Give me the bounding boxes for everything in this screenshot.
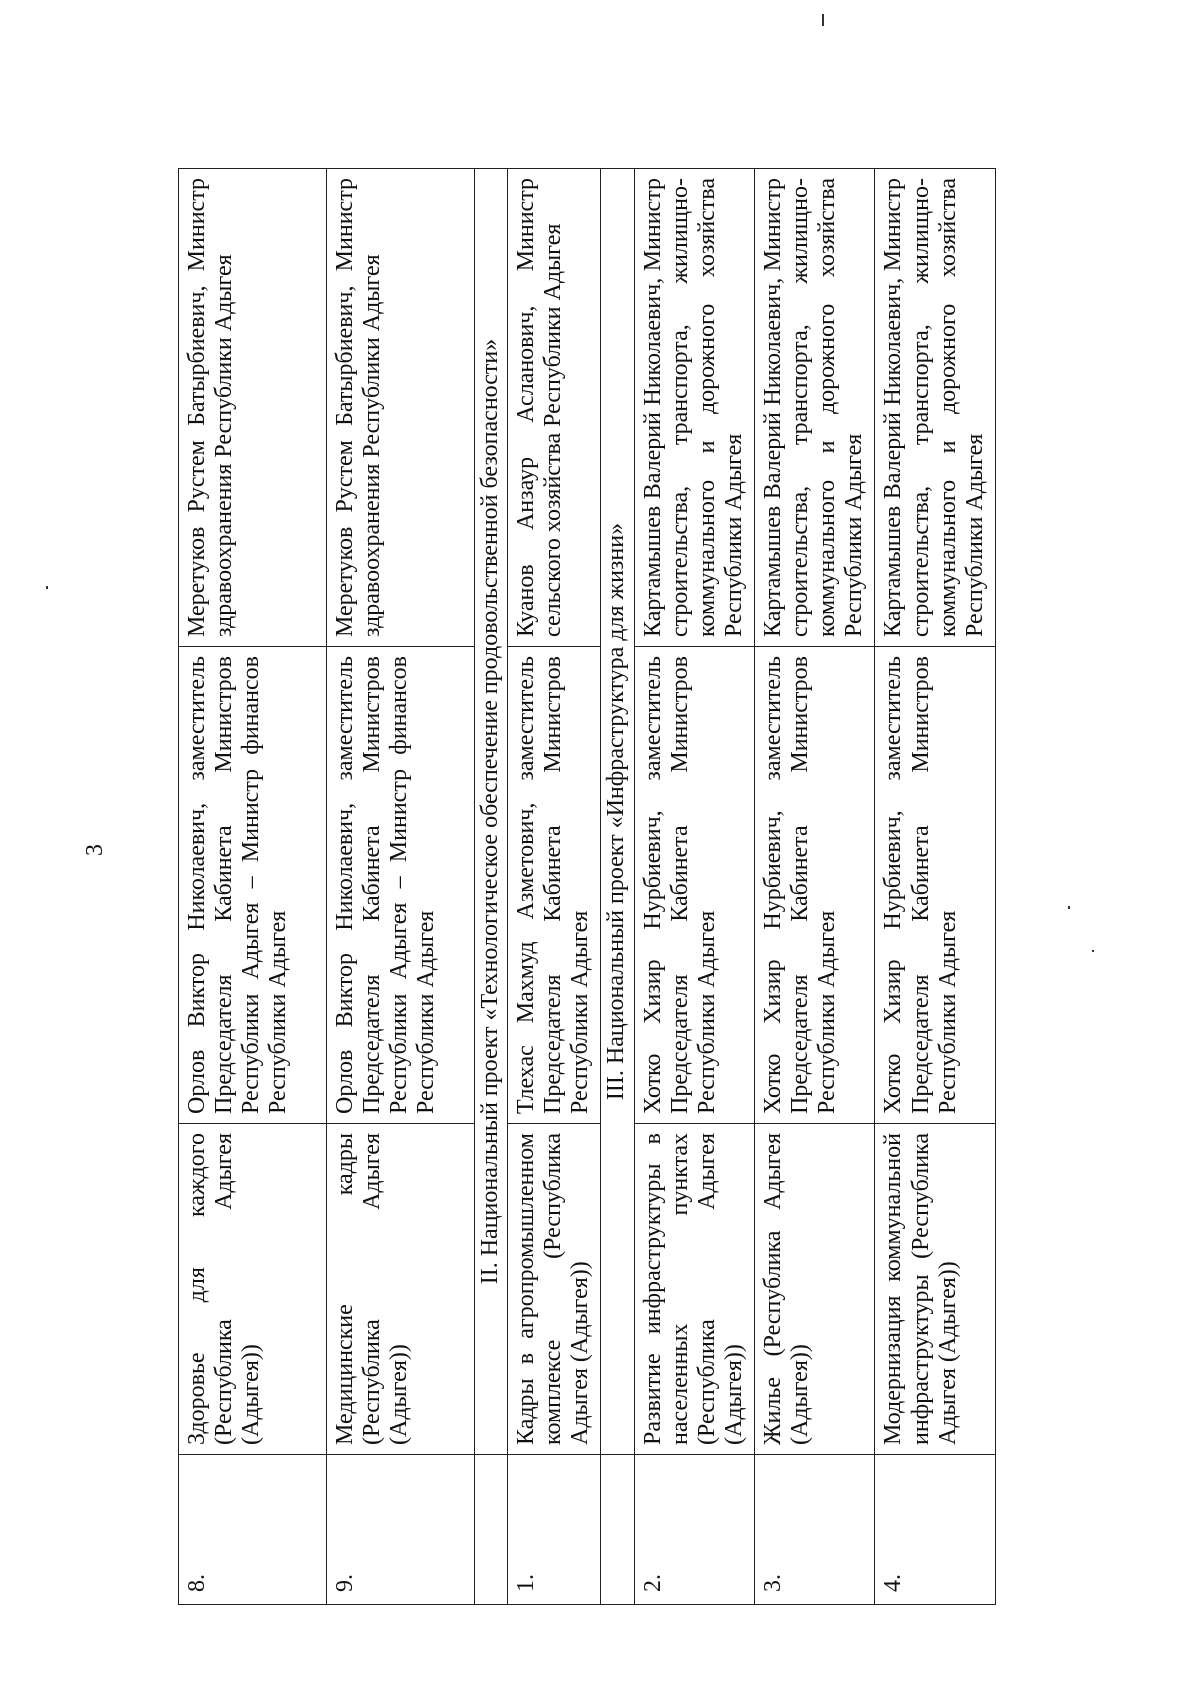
scan-artifact-dot xyxy=(46,586,48,589)
project-curator: Орлов Виктор Николаевич, заместитель Председателя Кабинета Министров Республики Адыгея – Министр финансов Республики Адыгея xyxy=(327,647,475,1124)
table-row xyxy=(179,169,327,1605)
section-title: III. Национальный проект «Инфраструктура для жизни» xyxy=(601,169,634,1455)
projects-table xyxy=(178,168,996,1605)
row-number: 1. xyxy=(508,1455,601,1605)
section-number-cell xyxy=(601,1455,634,1605)
row-number: 2. xyxy=(634,1455,754,1605)
table-row xyxy=(875,169,995,1605)
project-curator: Хотко Хизир Нурбиевич, заместитель Председателя Кабинета Министров Республики Адыгея xyxy=(875,647,995,1124)
project-name: Развитие инфраструктуры в населенных пунктах (Республика Адыгея (Адыгея)) xyxy=(634,1124,754,1455)
table-row xyxy=(754,169,874,1605)
scan-artifact-mark xyxy=(822,14,824,26)
project-name: Кадры в агропромышленном комплексе (Республика Адыгея (Адыгея)) xyxy=(508,1124,601,1455)
rotated-table-frame xyxy=(178,169,1046,1605)
project-name: Жилье (Республика Адыгея (Адыгея)) xyxy=(754,1124,874,1455)
project-head: Картамышев Валерий Николаевич, Министр строительства, транспорта, жилищно-коммунального и дорожного хозяйства Республики Адыгея xyxy=(754,169,874,647)
project-head: Меретуков Рустем Батырбиевич, Министр здравоохранения Республики Адыгея xyxy=(179,169,327,647)
project-head: Картамышев Валерий Николаевич, Министр строительства, транспорта, жилищно-коммунального и дорожного хозяйства Республики Адыгея xyxy=(875,169,995,647)
project-curator: Тлехас Махмуд Азметович, заместитель Председателя Кабинета Министров Республики Адыгея xyxy=(508,647,601,1124)
rotated-table-content xyxy=(178,169,1046,1605)
section-title: II. Национальный проект «Технологическое обеспечение продовольственной безопасности» xyxy=(475,169,508,1455)
scan-artifact-dot xyxy=(1092,950,1094,952)
projects-table-body xyxy=(179,169,996,1605)
project-name: Здоровье для каждого (Республика Адыгея (Адыгея)) xyxy=(179,1124,327,1455)
project-name: Медицинские кадры (Республика Адыгея (Адыгея)) xyxy=(327,1124,475,1455)
section-header-row xyxy=(475,169,508,1605)
project-head: Картамышев Валерий Николаевич, Министр строительства, транспорта, жилищно-коммунального и дорожного хозяйства Республики Адыгея xyxy=(634,169,754,647)
section-header-row xyxy=(601,169,634,1605)
row-number: 3. xyxy=(754,1455,874,1605)
table-row xyxy=(327,169,475,1605)
section-number-cell xyxy=(475,1455,508,1605)
row-number: 8. xyxy=(179,1455,327,1605)
project-head: Меретуков Рустем Батырбиевич, Министр здравоохранения Республики Адыгея xyxy=(327,169,475,647)
project-curator: Хотко Хизир Нурбиевич, заместитель Председателя Кабинета Министров Республики Адыгея xyxy=(634,647,754,1124)
row-number: 9. xyxy=(327,1455,475,1605)
project-curator: Орлов Виктор Николаевич, заместитель Председателя Кабинета Министров Республики Адыгея – Министр финансов Республики Адыгея xyxy=(179,647,327,1124)
project-name: Модернизация коммунальной инфраструктуры (Республика Адыгея (Адыгея)) xyxy=(875,1124,995,1455)
project-curator: Хотко Хизир Нурбиевич, заместитель Председателя Кабинета Министров Республики Адыгея xyxy=(754,647,874,1124)
table-row xyxy=(508,169,601,1605)
row-number: 4. xyxy=(875,1455,995,1605)
table-row xyxy=(634,169,754,1605)
scan-artifact-dot xyxy=(1068,906,1070,909)
project-head: Куанов Анзаур Асланович, Министр сельского хозяйства Республики Адыгея xyxy=(508,169,601,647)
page-number: 3 xyxy=(82,844,108,856)
